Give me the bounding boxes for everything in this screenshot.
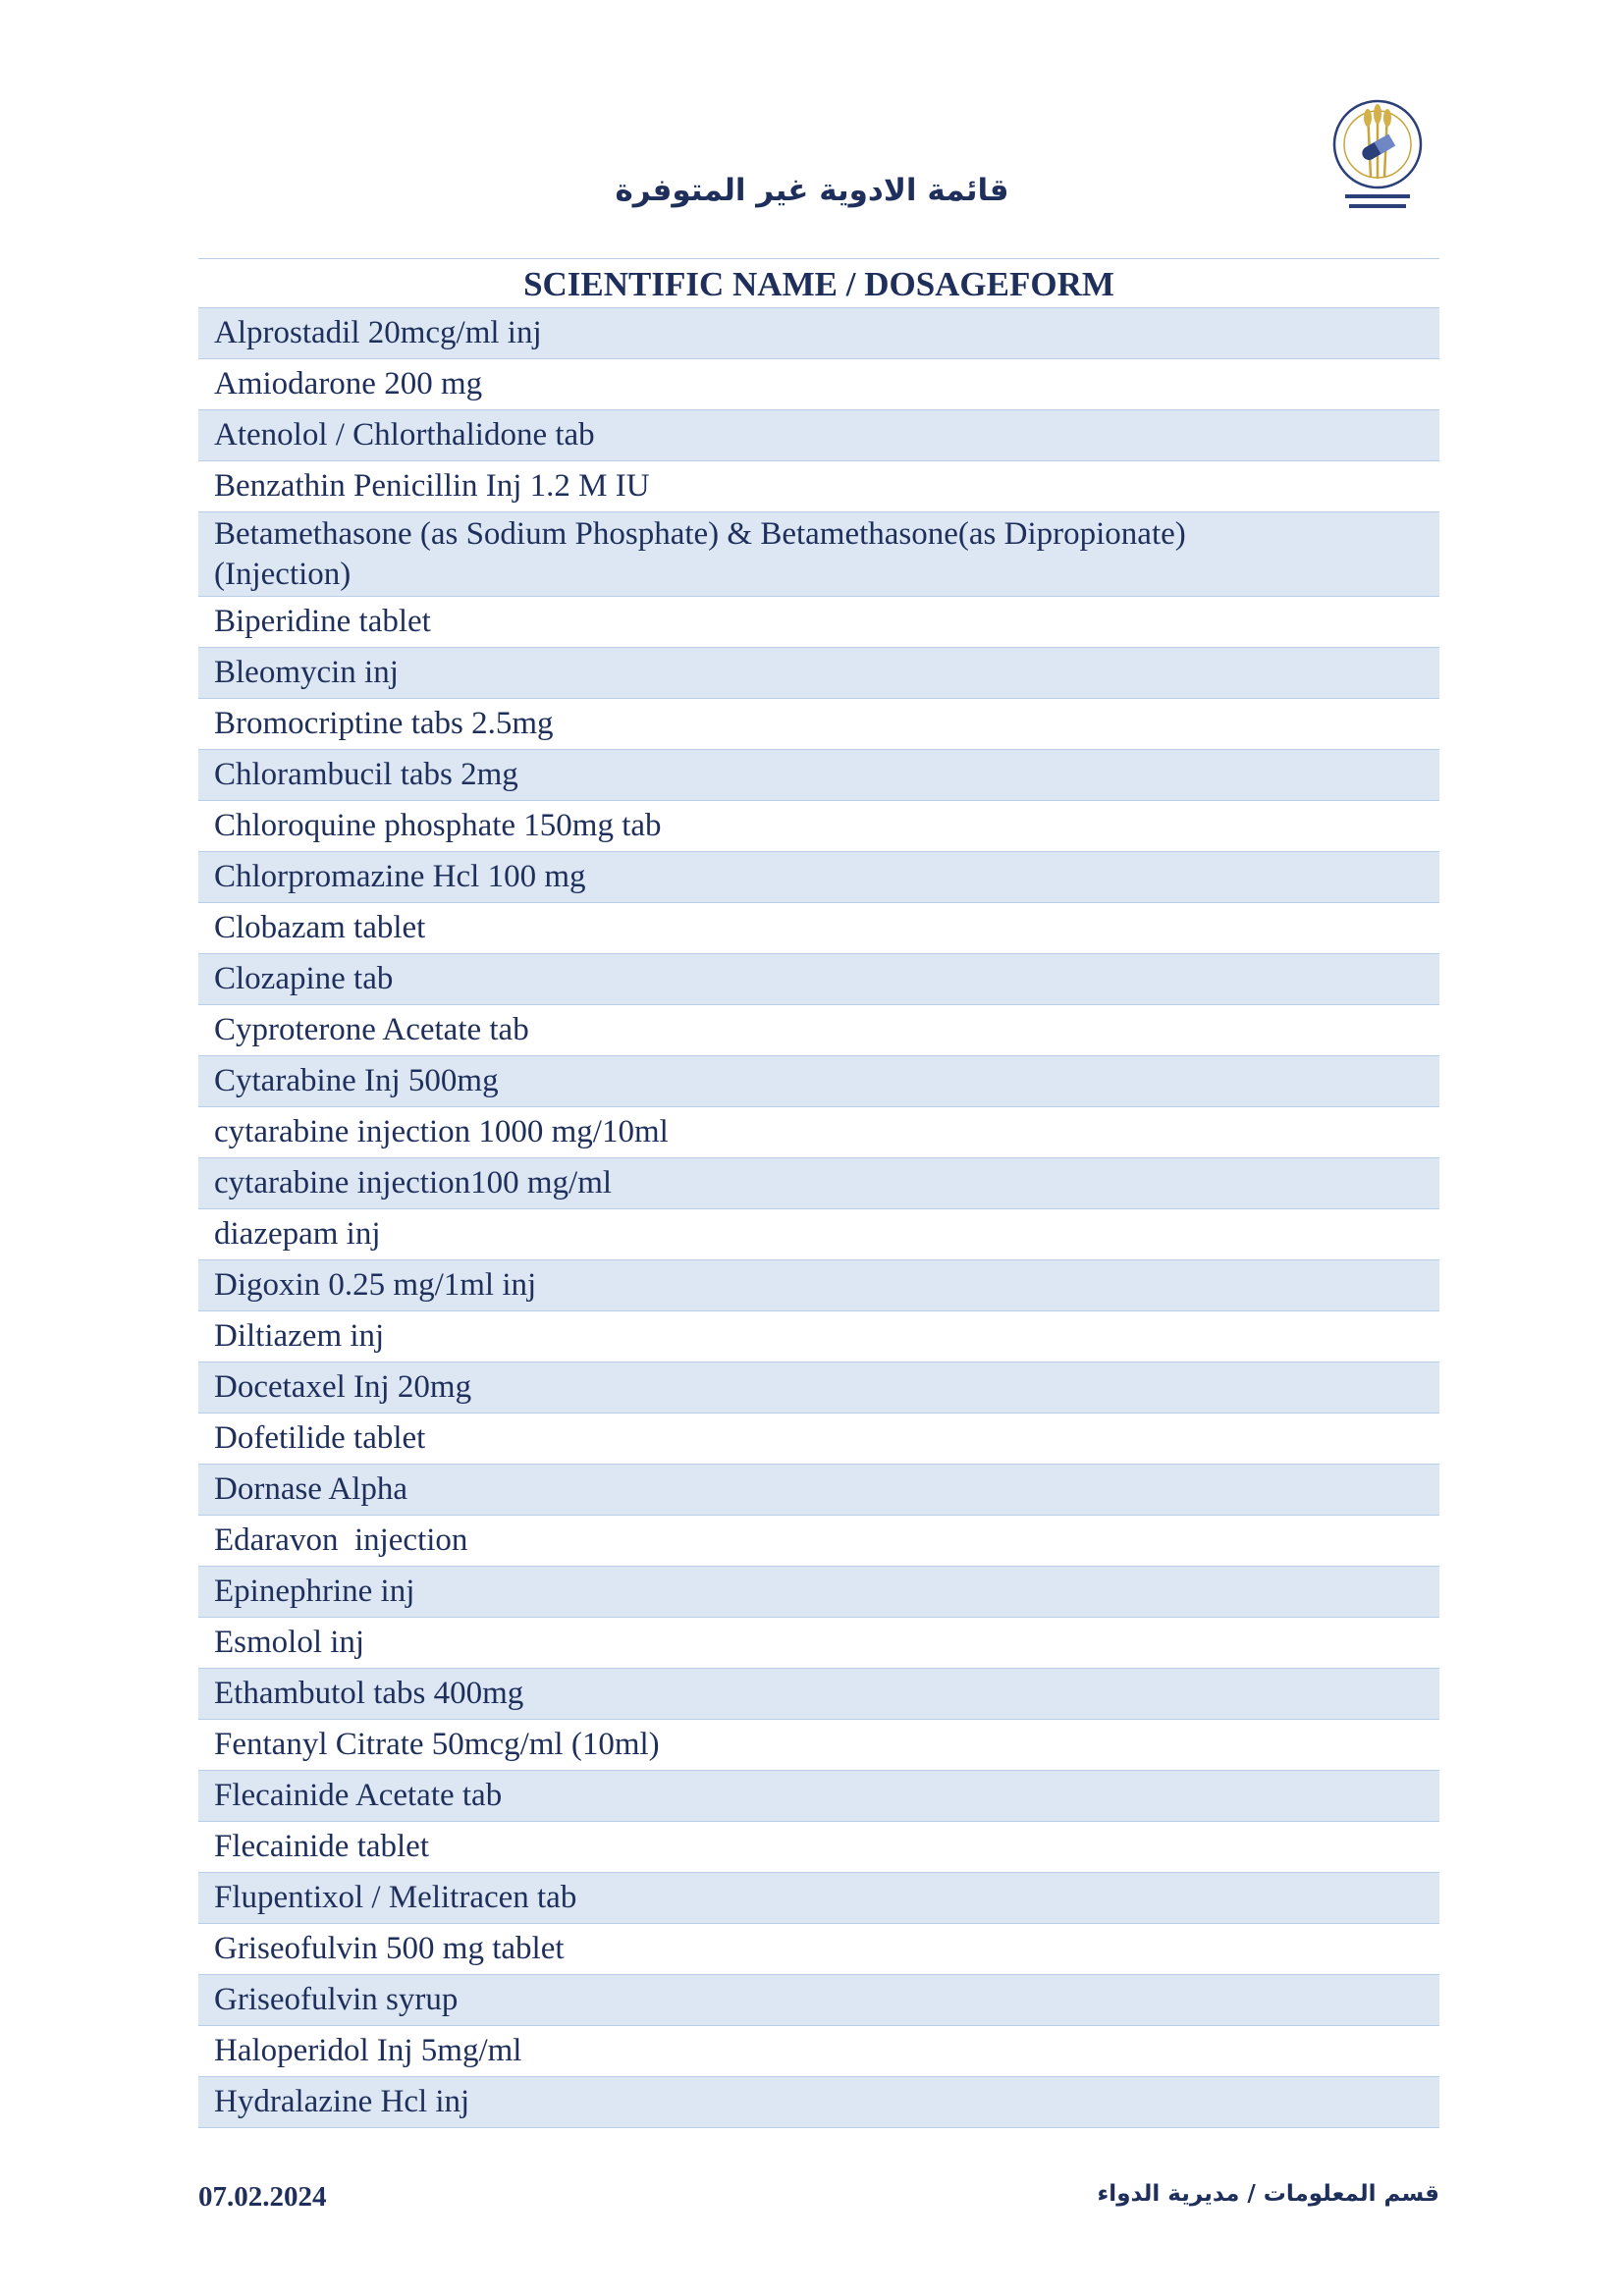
table-row: Chloroquine phosphate 150mg tab <box>198 801 1439 852</box>
table-row: Griseofulvin 500 mg tablet <box>198 1924 1439 1975</box>
table-row: Biperidine tablet <box>198 597 1439 648</box>
table-row: Cytarabine Inj 500mg <box>198 1056 1439 1107</box>
table-row: Clobazam tablet <box>198 903 1439 954</box>
table-row: Chlorpromazine Hcl 100 mg <box>198 852 1439 903</box>
footer-department: قسم المعلومات / مديرية الدواء <box>1097 2181 1439 2207</box>
table-row: Griseofulvin syrup <box>198 1975 1439 2026</box>
table-row: Flupentixol / Melitracen tab <box>198 1873 1439 1924</box>
table-row: cytarabine injection100 mg/ml <box>198 1158 1439 1209</box>
table-row: Docetaxel Inj 20mg <box>198 1362 1439 1414</box>
table-row: Bromocriptine tabs 2.5mg <box>198 699 1439 750</box>
table-row: Atenolol / Chlorthalidone tab <box>198 410 1439 461</box>
table-row: Amiodarone 200 mg <box>198 359 1439 410</box>
footer-date: 07.02.2024 <box>198 2181 327 2213</box>
table-body <box>198 308 1439 2128</box>
table-row: Cyproterone Acetate tab <box>198 1005 1439 1056</box>
table-row: Digoxin 0.25 mg/1ml inj <box>198 1260 1439 1311</box>
table-row: Dofetilide tablet <box>198 1414 1439 1465</box>
table-row: Esmolol inj <box>198 1618 1439 1669</box>
table-row: Alprostadil 20mcg/ml inj <box>198 308 1439 359</box>
table-row: Chlorambucil tabs 2mg <box>198 750 1439 801</box>
table-row: diazepam inj <box>198 1209 1439 1260</box>
column-header: SCIENTIFIC NAME / DOSAGEFORM <box>198 259 1439 308</box>
table-row: Diltiazem inj <box>198 1311 1439 1362</box>
table-row: Benzathin Penicillin Inj 1.2 M IU <box>198 461 1439 512</box>
table-row: Flecainide tablet <box>198 1822 1439 1873</box>
table-row: Hydralazine Hcl inj <box>198 2077 1439 2128</box>
table-row: Betamethasone (as Sodium Phosphate) & Betamethasone(as Dipropionate) (Injection) <box>198 512 1439 597</box>
drug-table <box>198 258 1439 2128</box>
page-title: قائمة الادوية غير المتوفرة <box>615 173 1009 208</box>
table-row: Ethambutol tabs 400mg <box>198 1669 1439 1720</box>
table-row: Haloperidol Inj 5mg/ml <box>198 2026 1439 2077</box>
table-row: Epinephrine inj <box>198 1567 1439 1618</box>
table-row: Edaravon injection <box>198 1516 1439 1567</box>
table-row: Bleomycin inj <box>198 648 1439 699</box>
table-row: Clozapine tab <box>198 954 1439 1005</box>
table-row: Dornase Alpha <box>198 1465 1439 1516</box>
table-row: cytarabine injection 1000 mg/10ml <box>198 1107 1439 1158</box>
table-row: Flecainide Acetate tab <box>198 1771 1439 1822</box>
table-row: Fentanyl Citrate 50mcg/ml (10ml) <box>198 1720 1439 1771</box>
